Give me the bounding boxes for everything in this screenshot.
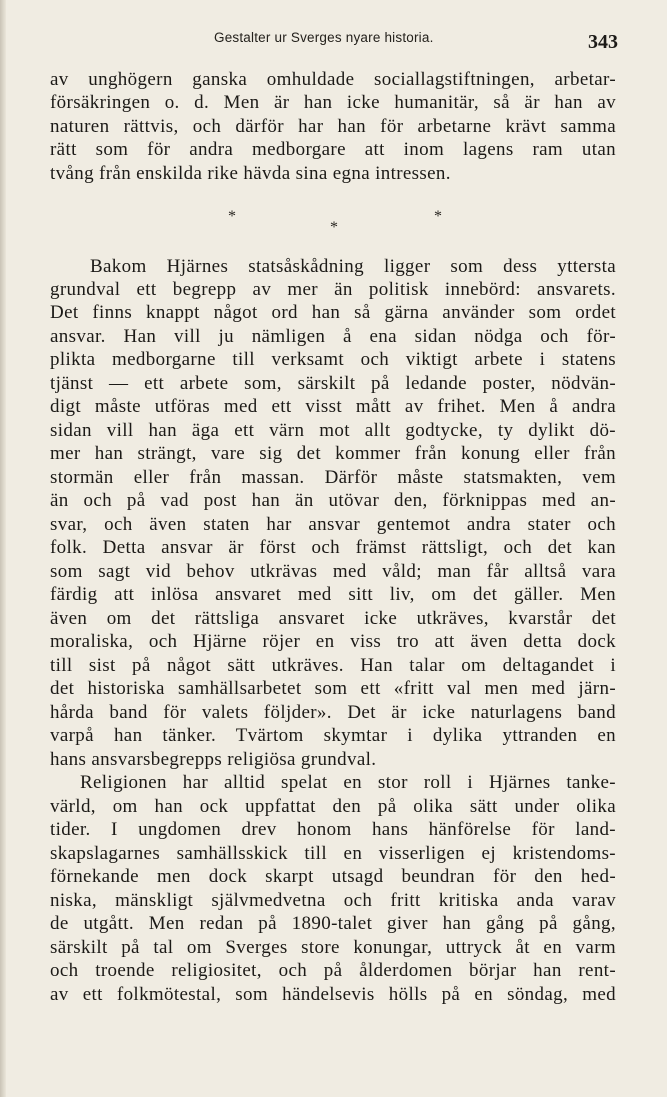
text-line: till sist på något sätt utkräves. Han talar om deltagandet i	[50, 655, 616, 676]
text-line: av unghögern ganska omhuldade sociallagstiftningen, arbetar-	[50, 69, 616, 90]
text-line: stormän eller från massan. Därför måste statsmakten, vem	[50, 467, 616, 488]
text-line: mer han strängt, vare sig det kommer från konung eller från	[50, 443, 616, 464]
section-break-mark: *	[228, 208, 236, 225]
text-line: varpå han tänker. Tvärtom skymtar i dylika yttranden en	[50, 725, 616, 746]
text-line: moraliska, och Hjärne röjer en viss tro att även detta dock	[50, 631, 616, 652]
page-number: 343	[588, 31, 618, 53]
text-line: värld, om han ock uppfattat den på olika sätt under olika	[50, 796, 616, 817]
text-line: de utgått. Men redan på 1890-talet giver han gång på gång,	[50, 913, 616, 934]
text-line: naturen rättvis, och därför har han för arbetarne krävt samma	[50, 116, 616, 137]
text-line: rätt som för andra medborgare att inom lagens ram utan	[50, 139, 616, 160]
text-line: tvång från enskilda rike hävda sina egna intressen.	[50, 163, 451, 184]
text-line: digt måste utföras med ett visst mått av frihet. Men å andra	[50, 396, 616, 417]
text-line: tider. I ungdomen drev honom hans hänförelse för land-	[50, 819, 616, 840]
text-line: särskilt på tal om Sverges store konungar, uttryck åt en varm	[50, 937, 616, 958]
text-line: förnekande men dock skarpt utsagd beundran för den hed-	[50, 866, 616, 887]
text-line: Det finns knappt något ord han så gärna använder som ordet	[50, 302, 616, 323]
text-line: som sagt vid behov utkrävas med våld; man får alltså vara	[50, 561, 616, 582]
section-break-mark: *	[434, 208, 442, 225]
text-line: grundval ett begrepp av mer än politisk innebörd: ansvarets.	[50, 279, 616, 300]
text-line: tjänst — ett arbete som, särskilt på ledande poster, nödvän-	[50, 373, 616, 394]
running-head	[0, 30, 667, 54]
text-line: hårda band för valets följder». Det är icke naturlagens band	[50, 702, 616, 723]
text-line: även om det rättsliga ansvaret icke utkräves, kvarstår det	[50, 608, 616, 629]
text-line: folk. Detta ansvar är först och främst rättsligt, och det kan	[50, 537, 616, 558]
text-line: Bakom Hjärnes statsåskådning ligger som dess yttersta	[90, 256, 616, 277]
text-line: ansvar. Han vill ju nämligen å ena sidan nödga och för-	[50, 326, 616, 347]
text-line: försäkringen o. d. Men är han icke humanitär, så är han av	[50, 92, 616, 113]
text-line: hans ansvarsbegrepps religiösa grundval.	[50, 749, 377, 770]
text-line: av ett folkmötestal, som händelsevis hölls på en söndag, med	[50, 984, 616, 1005]
section-break-mark: *	[330, 219, 338, 236]
text-line: svar, och även staten har ansvar gentemot andra stater och	[50, 514, 616, 535]
text-line: färdig att inlösa ansvaret med sitt liv, om det gäller. Men	[50, 584, 616, 605]
running-title: Gestalter ur Sverges nyare historia.	[214, 30, 434, 45]
text-line: och troende religiositet, och på ålderdomen börjar han rent-	[50, 960, 616, 981]
text-line: plikta medborgarne till verksamt och viktigt arbete i statens	[50, 349, 616, 370]
text-line: niska, mänskligt självmedvetna och fritt kritiska anda varav	[50, 890, 616, 911]
text-line: det historiska samhällsarbetet som ett «fritt val men med järn-	[50, 678, 616, 699]
text-line: Religionen har alltid spelat en stor roll i Hjärnes tanke-	[80, 772, 616, 793]
text-line: skapslagarnes samhällsskick till en visserligen ej kristendoms-	[50, 843, 616, 864]
text-line: än och på vad post han än utövar den, förknippas med an-	[50, 490, 616, 511]
text-line: sidan vill han äga ett värn mot allt godtycke, ty dylikt dö-	[50, 420, 616, 441]
